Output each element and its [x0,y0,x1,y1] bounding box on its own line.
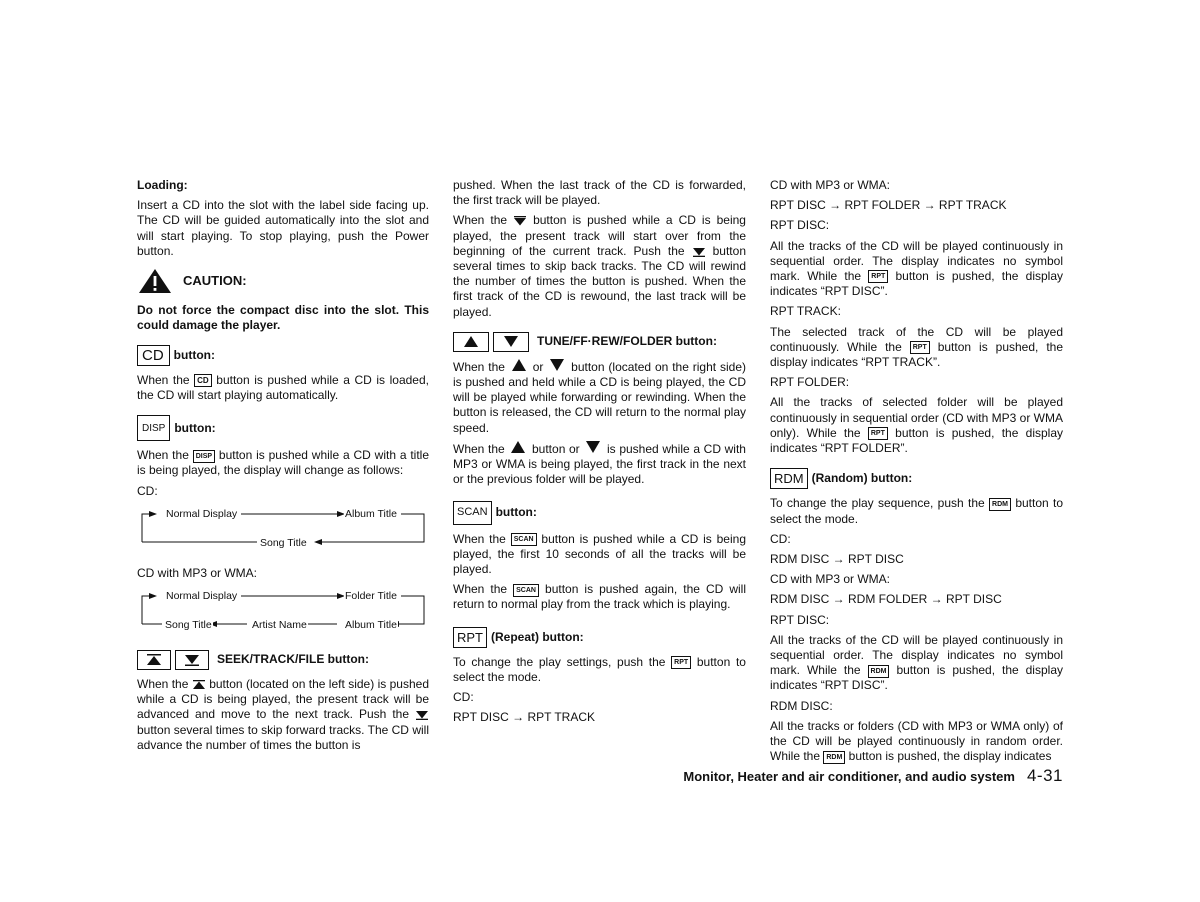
track-back-text: When the button is pushed while a CD is being played, the present track will start over from the beginning of the current track. Push the button several times to skip back tracks. The CD will rewind the number of times the button is pushed. When the first track of the CD is rewound, the last track will be played. [453,213,746,319]
folder-button-text: When the button or is pushed while a CD with MP3 or WMA is being played, the first track in the next or the previous folder will be played. [453,441,746,487]
cd-button-heading [137,345,429,365]
mp3-flow-label: CD with MP3 or WMA: [137,565,258,580]
rpt-track-text: The selected track of the CD will be played continuously. While the RPT button is pushed, the display indicates “RPT TRACK”. [770,324,1063,370]
rpt-mp3-sequence: RPT DISC → RPT FOLDER → RPT TRACK [770,198,1007,213]
rdm-key-inline-icon: RDM [823,751,845,764]
rpt-disc-text-2: All the tracks of the CD will be played continuously in sequential order. The display indicates no symbol mark. While the RDM button is pushed, the display indicates “RPT DISC”. [770,632,1063,693]
flow-song-title: Song Title [259,536,308,551]
rdm-cd-label: CD: [770,531,791,546]
page-number: 4-31 [1026,766,1063,785]
column-right [770,178,1063,770]
rpt-button-text: To change the play settings, push the RPT button to select the mode. [453,654,746,685]
flow-album-title: Album Title [344,507,398,522]
tune-down-inline-icon [583,441,603,453]
rdm-button-text: To change the play sequence, push the RDM button to select the mode. [770,496,1063,526]
cd-button-label: button: [173,347,215,362]
rpt-track-heading: RPT TRACK: [770,304,841,319]
seek-up-inline-icon [192,680,206,690]
rdm-button-label: (Random) button: [811,471,913,486]
disp-button-heading [137,415,429,441]
rpt-key-icon: RPT [453,627,487,648]
column-left [137,178,429,758]
rdm-button-heading [770,468,1063,489]
rpt-key-inline-icon: RPT [671,656,691,669]
cd-flow-label: CD: [137,483,158,498]
tune-button-heading [453,332,746,352]
loading-text: Insert a CD into the slot with the label side facing up. The CD will be guided automatically into the slot and will start playing. To stop playing, push the Power button. [137,198,429,258]
seek-continued-text: pushed. When the last track of the CD is forwarded, the first track will be played. [453,178,746,208]
tune-down-inline-icon [547,359,567,371]
flow-folder-title: Folder Title [344,589,398,604]
scan-button-text-2: When the SCAN button is pushed again, the CD will return to normal play from the track which is playing. [453,582,746,612]
tune-button-text: When the or button (located on the right side) is pushed and held while a CD is being played, the CD will be played while forwarding or rewinding. When the button is released, the CD will return to the normal play speed. [453,359,746,435]
section-title: Monitor, Heater and air conditioner, and audio system [683,769,1015,784]
seek-down-inline-icon [513,216,527,226]
column-middle [453,178,746,731]
rpt-button-heading [453,627,746,648]
rdm-disc-text: All the tracks or folders (CD with MP3 or WMA only) of the CD will be played continuously in random order. While the RDM button is pushed, the display indicates [770,718,1063,764]
seek-down-key-icon [175,650,209,670]
loading-heading: Loading: [137,178,188,192]
scan-key-inline-icon: SCAN [511,533,537,546]
cd-key-inline-icon: CD [194,374,212,387]
cd-key-icon: CD [137,345,170,365]
rdm-mp3-sequence: RDM DISC → RDM FOLDER → RPT DISC [770,592,1002,607]
rdm-key-inline-icon: RDM [868,665,890,678]
flow-normal-display: Normal Display [165,589,238,604]
rpt-disc-text: All the tracks of the CD will be played continuously in sequential order. The display indicates no symbol mark. While the RPT button is pushed, the display indicates “RPT DISC”. [770,238,1064,299]
cd-display-flow-diagram [137,504,429,556]
rpt-button-label: (Repeat) button: [491,629,584,644]
flow-song-title: Song Title [164,618,213,633]
caution-title: CAUTION: [183,273,247,289]
rpt-disc-heading: RPT DISC: [770,218,830,233]
rpt-disc-heading-2: RPT DISC: [770,612,830,627]
rpt-mp3-label: CD with MP3 or WMA: [770,178,891,192]
mp3-display-flow-diagram [137,586,429,638]
seek-down-inline-icon [415,710,429,720]
rpt-folder-heading: RPT FOLDER: [770,375,850,390]
tune-button-label: TUNE/FF·REW/FOLDER button: [537,334,717,349]
rdm-disc-heading: RDM DISC: [770,698,833,713]
tune-up-key-icon [453,332,489,352]
scan-button-heading [453,501,746,524]
rpt-folder-text: All the tracks of selected folder will be played continuously in sequential order (CD with MP3 or WMA only). While the RPT button is pushed, the display indicates “RPT FOLDER”. [770,395,1063,456]
tune-down-key-icon [493,332,529,352]
caution-block [137,267,429,295]
rpt-key-inline-icon: RPT [910,341,930,354]
disp-key-inline-icon: DISP [193,450,215,463]
scan-button-text-1: When the SCAN button is pushed while a CD is being played, the first 10 seconds of all the tracks will be played. [453,531,746,577]
seek-button-heading [137,650,429,670]
tune-up-inline-icon [509,359,529,371]
disp-button-label: button: [174,420,216,435]
flow-artist-name: Artist Name [251,618,308,633]
cd-button-text: When the CD button is pushed while a CD is loaded, the CD will start playing automatically. [137,372,429,402]
warning-icon [137,267,173,295]
rdm-mp3-label: CD with MP3 or WMA: [770,572,891,587]
tune-up-inline-icon [508,441,528,453]
rpt-key-inline-icon: RPT [868,270,888,283]
seek-button-text: When the button (located on the left side) is pushed while a CD is being played, the present track will be advanced and move to the next track. Push the button several times to skip forward tracks. The CD will advance the number of times the button is [137,677,429,752]
caution-text: Do not force the compact disc into the slot. This could damage the player. [137,303,429,333]
flow-album-title: Album Title [344,618,398,633]
rpt-cd-sequence: RPT DISC → RPT TRACK [453,710,596,725]
rpt-key-inline-icon: RPT [868,427,888,440]
rdm-key-inline-icon: RDM [989,498,1011,511]
rpt-cd-label: CD: [453,690,474,705]
page-footer [660,766,1063,786]
scan-button-label: button: [495,505,537,520]
rdm-cd-sequence: RDM DISC → RPT DISC [770,552,904,567]
flow-normal-display: Normal Display [165,507,238,522]
disp-button-text: When the DISP button is pushed while a CD with a title is being played, the display will change as follows: [137,448,430,478]
scan-key-icon: SCAN [453,501,492,524]
seek-up-key-icon [137,650,171,670]
rdm-key-icon: RDM [770,468,808,489]
scan-key-inline-icon: SCAN [513,584,539,597]
seek-button-label: SEEK/TRACK/FILE button: [217,652,369,667]
disp-key-icon: DISP [137,415,170,441]
seek-down-inline-icon [692,247,706,257]
